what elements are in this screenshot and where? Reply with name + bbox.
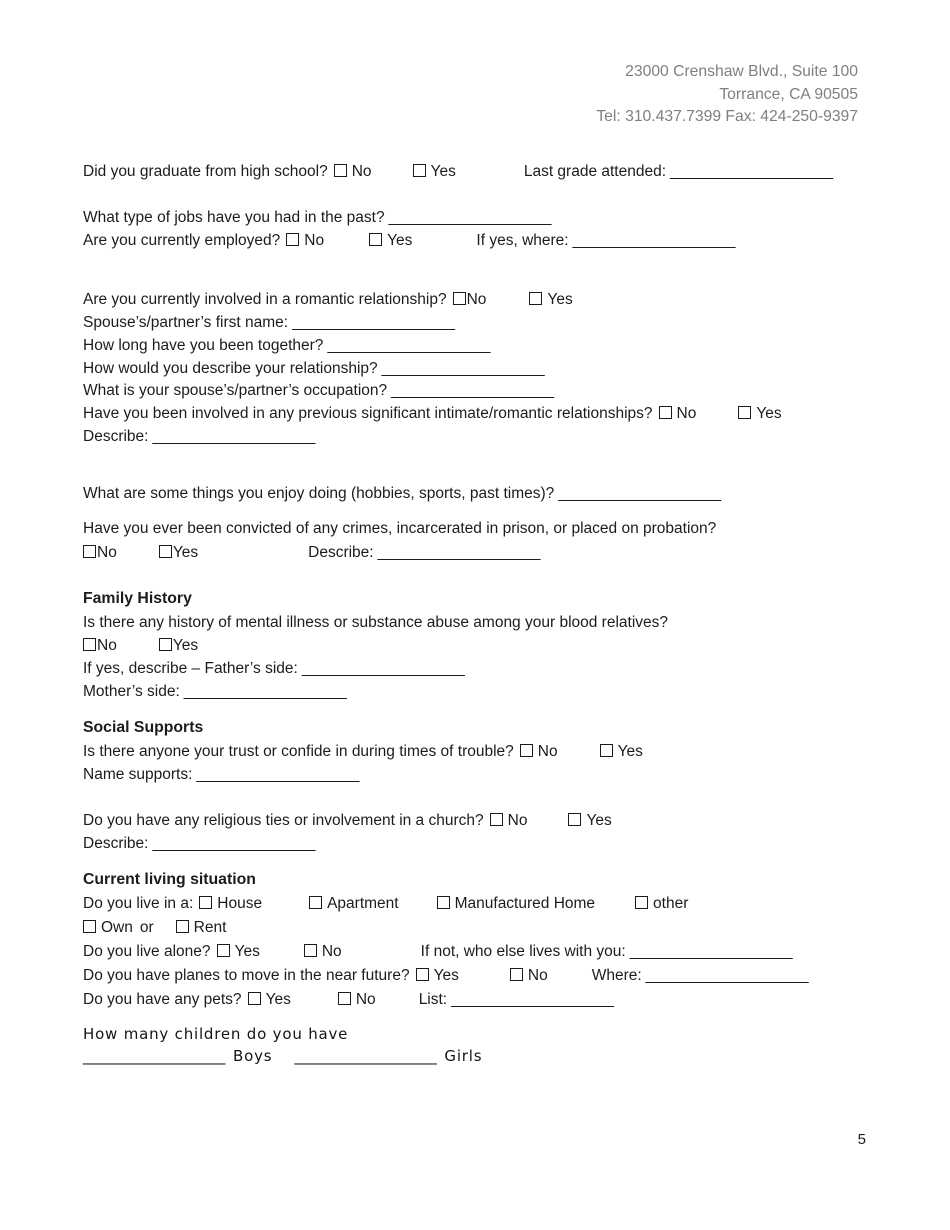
letterhead-contact: Tel: 310.437.7399 Fax: 424-250-9397 xyxy=(596,108,858,125)
blank-move-where[interactable]: ____________________ xyxy=(645,967,809,984)
checkbox-religious-no[interactable] xyxy=(490,813,503,826)
question-romantic-line xyxy=(83,290,573,310)
checkbox-romantic-yes[interactable] xyxy=(529,292,542,305)
question-romantic: Are you currently involved in a romantic relationship? xyxy=(83,291,447,308)
question-hobbies: What are some things you enjoy doing (hobbies, sports, past times)? xyxy=(83,485,555,502)
checkbox-move-yes[interactable] xyxy=(416,968,429,981)
label-name-supports: Name supports: xyxy=(83,766,193,783)
label-no: No xyxy=(351,163,372,180)
label-yes: Yes xyxy=(547,291,573,308)
mothers-side-line xyxy=(83,682,346,702)
label-yes: Yes xyxy=(433,967,459,984)
label-no: No xyxy=(97,637,117,654)
checkbox-hs-grad-yes[interactable] xyxy=(413,164,426,177)
label-if-yes-where: If yes, where: xyxy=(476,232,569,249)
label-fathers-side: If yes, describe – Father’s side: xyxy=(83,660,298,677)
blank-describe-relationship[interactable]: ____________________ xyxy=(381,360,545,377)
label-yes: Yes xyxy=(430,163,456,180)
label-if-not-who: If not, who else lives with you: xyxy=(420,943,626,960)
label-house: House xyxy=(217,895,263,912)
blank-employed-where[interactable]: ____________________ xyxy=(572,232,736,249)
blank-pets-list[interactable]: ____________________ xyxy=(451,991,614,1008)
describe-previous-line xyxy=(83,427,315,447)
label-own: Own xyxy=(101,919,133,936)
question-previous-relationships: Have you been involved in any previous significant intimate/romantic relationships? xyxy=(83,405,653,422)
blank-describe-previous[interactable]: ____________________ xyxy=(152,428,315,445)
children-counts-line xyxy=(83,1046,482,1066)
label-yes: Yes xyxy=(387,232,413,249)
question-describe-relationship-line xyxy=(83,359,544,379)
question-together: How long have you been together? xyxy=(83,337,324,354)
name-supports-line xyxy=(83,765,359,785)
label-describe: Describe: xyxy=(83,835,149,852)
blank-boys-count[interactable]: ____________________ xyxy=(83,1047,226,1065)
letterhead xyxy=(596,61,858,129)
page-number: 5 xyxy=(857,1131,866,1148)
question-together-line xyxy=(83,336,490,356)
blank-spouse-name[interactable]: ____________________ xyxy=(292,314,455,331)
label-no: No xyxy=(676,405,697,422)
social-supports-title: Social Supports xyxy=(83,719,204,736)
checkbox-own[interactable] xyxy=(83,920,96,933)
section-living-situation xyxy=(83,870,256,890)
checkbox-alone-no[interactable] xyxy=(304,944,317,957)
label-boys: Boys xyxy=(233,1047,273,1065)
label-yes: Yes xyxy=(172,544,199,561)
checkbox-pets-no[interactable] xyxy=(338,992,351,1005)
blank-name-supports[interactable]: ____________________ xyxy=(196,766,359,783)
question-live-in-line xyxy=(83,894,688,914)
question-jobs: What type of jobs have you had in the past? xyxy=(83,209,385,226)
blank-last-grade[interactable]: ____________________ xyxy=(670,163,833,180)
question-jobs-line xyxy=(83,208,551,228)
checkbox-confide-yes[interactable] xyxy=(600,744,613,757)
blank-mothers-side[interactable]: ____________________ xyxy=(183,683,347,700)
describe-religious-line xyxy=(83,834,315,854)
blank-fathers-side[interactable]: ____________________ xyxy=(301,660,465,677)
section-family-history xyxy=(83,589,192,609)
question-pets-line xyxy=(83,990,614,1010)
label-describe: Describe: xyxy=(83,428,149,445)
label-rent: Rent xyxy=(193,919,227,936)
checkbox-hs-grad-no[interactable] xyxy=(334,164,347,177)
label-yes: Yes xyxy=(617,743,643,760)
question-previous-relationships-line xyxy=(83,404,782,424)
blank-hobbies[interactable]: ____________________ xyxy=(558,485,721,502)
checkbox-family-yes[interactable] xyxy=(159,638,172,651)
question-family-history: Is there any history of mental illness or substance abuse among your blood relatives? xyxy=(83,614,669,631)
question-confide: Is there anyone your trust or confide in during times of trouble? xyxy=(83,743,514,760)
blank-together[interactable]: ____________________ xyxy=(327,337,490,354)
question-occupation-line xyxy=(83,381,554,401)
checkbox-previous-no[interactable] xyxy=(659,406,672,419)
question-religious-line xyxy=(83,811,612,831)
label-no: No xyxy=(466,291,487,308)
question-hobbies-line xyxy=(83,484,721,504)
blank-girls-count[interactable]: ____________________ xyxy=(294,1047,437,1065)
question-children: How many children do you have xyxy=(83,1025,349,1043)
question-live-in: Do you live in a: xyxy=(83,895,194,912)
label-manufactured-home: Manufactured Home xyxy=(454,895,596,912)
own-rent-line xyxy=(83,918,226,938)
question-describe-relationship: How would you describe your relationship? xyxy=(83,360,378,377)
family-history-options-line xyxy=(83,636,198,656)
question-family-history-line xyxy=(83,613,668,633)
label-no: No xyxy=(527,967,548,984)
blank-who-lives-with-you[interactable]: ____________________ xyxy=(629,943,793,960)
checkbox-crimes-yes[interactable] xyxy=(159,545,172,558)
label-mothers-side: Mother’s side: xyxy=(83,683,180,700)
checkbox-pets-yes[interactable] xyxy=(248,992,261,1005)
label-no: No xyxy=(304,232,325,249)
label-or: or xyxy=(139,919,154,936)
checkbox-house[interactable] xyxy=(199,896,212,909)
blank-occupation[interactable]: ____________________ xyxy=(391,382,554,399)
question-move-line xyxy=(83,966,808,986)
label-yes: Yes xyxy=(234,943,260,960)
checkbox-family-no[interactable] xyxy=(83,638,96,651)
checkbox-rent[interactable] xyxy=(176,920,189,933)
label-other: other xyxy=(653,895,689,912)
checkbox-apartment[interactable] xyxy=(309,896,322,909)
question-confide-line xyxy=(83,742,643,762)
question-alone-line xyxy=(83,942,792,962)
blank-jobs[interactable]: ____________________ xyxy=(388,209,552,226)
letterhead-address-line2: Torrance, CA 90505 xyxy=(719,85,858,103)
question-alone: Do you live alone? xyxy=(83,943,211,960)
checkbox-employed-yes[interactable] xyxy=(369,233,382,246)
question-employed: Are you currently employed? xyxy=(83,232,281,249)
label-yes: Yes xyxy=(172,637,199,654)
spouse-name-line xyxy=(83,313,454,333)
label-yes: Yes xyxy=(756,405,782,422)
question-crimes-line xyxy=(83,519,716,539)
checkbox-religious-yes[interactable] xyxy=(568,813,581,826)
letterhead-address-line1: 23000 Crenshaw Blvd., Suite 100 xyxy=(625,63,858,80)
label-apartment: Apartment xyxy=(327,895,399,912)
section-social-supports xyxy=(83,718,203,738)
label-yes: Yes xyxy=(586,812,612,829)
label-no: No xyxy=(537,743,558,760)
question-employed-line xyxy=(83,231,735,251)
checkbox-employed-no[interactable] xyxy=(286,233,299,246)
label-describe: Describe: xyxy=(308,544,374,561)
checkbox-move-no[interactable] xyxy=(510,968,523,981)
question-children-line xyxy=(83,1024,348,1044)
label-last-grade: Last grade attended: xyxy=(523,163,667,180)
label-no: No xyxy=(355,991,376,1008)
checkbox-confide-no[interactable] xyxy=(520,744,533,757)
crimes-options-line xyxy=(83,543,540,563)
living-situation-title: Current living situation xyxy=(83,871,256,888)
label-yes: Yes xyxy=(265,991,291,1008)
question-hs-grad: Did you graduate from high school? xyxy=(83,163,328,180)
question-hs-grad-line xyxy=(83,162,832,182)
label-girls: Girls xyxy=(444,1047,483,1065)
label-spouse-name: Spouse’s/partner’s first name: xyxy=(83,314,289,331)
checkbox-romantic-no[interactable] xyxy=(453,292,466,305)
label-where: Where: xyxy=(591,967,642,984)
label-no: No xyxy=(97,544,117,561)
checkbox-previous-yes[interactable] xyxy=(738,406,751,419)
blank-describe-religious[interactable]: ____________________ xyxy=(152,835,315,852)
checkbox-crimes-no[interactable] xyxy=(83,545,96,558)
checkbox-other[interactable] xyxy=(635,896,648,909)
blank-describe-crimes[interactable]: ____________________ xyxy=(377,544,541,561)
checkbox-manufactured-home[interactable] xyxy=(437,896,450,909)
question-pets: Do you have any pets? xyxy=(83,991,242,1008)
question-religious: Do you have any religious ties or involvement in a church? xyxy=(83,812,484,829)
label-no: No xyxy=(507,812,528,829)
fathers-side-line xyxy=(83,659,464,679)
question-move: Do you have planes to move in the near future? xyxy=(83,967,410,984)
family-history-title: Family History xyxy=(83,590,192,607)
question-crimes: Have you ever been convicted of any crimes, incarcerated in prison, or placed on probation? xyxy=(83,520,717,537)
question-occupation: What is your spouse’s/partner’s occupation? xyxy=(83,382,388,399)
checkbox-alone-yes[interactable] xyxy=(217,944,230,957)
label-no: No xyxy=(321,943,342,960)
label-list: List: xyxy=(418,991,448,1008)
